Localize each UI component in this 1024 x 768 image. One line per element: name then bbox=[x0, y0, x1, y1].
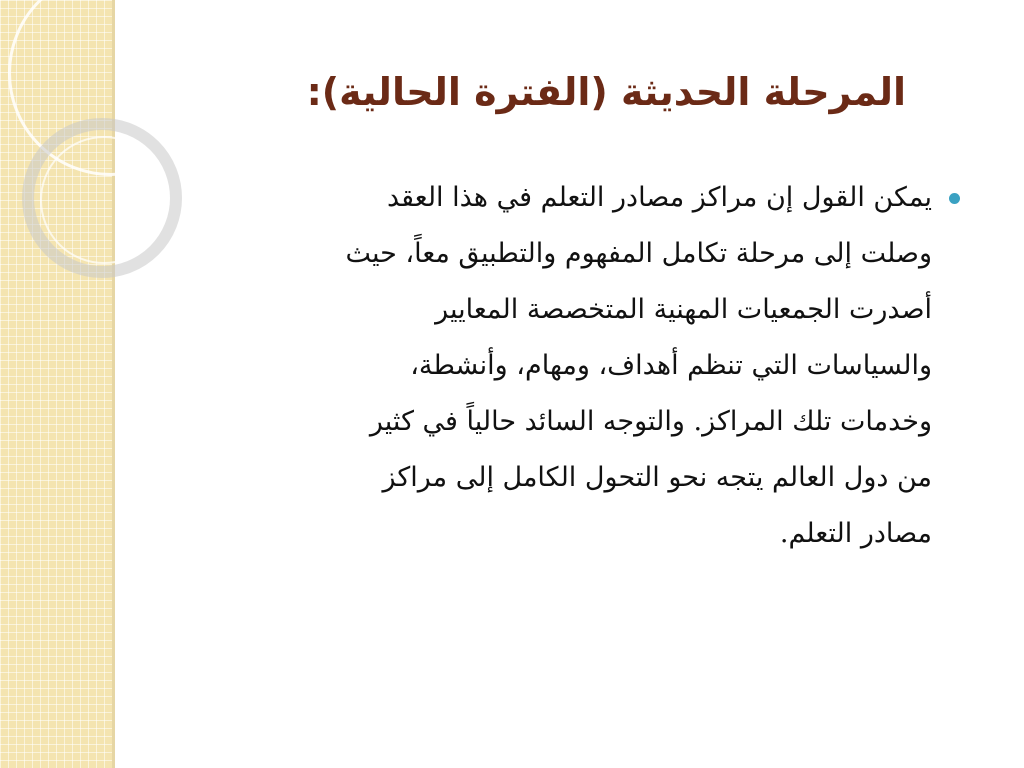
bullet-dot-icon bbox=[949, 193, 960, 204]
body-line-2: وصلت إلى مرحلة تكامل المفهوم والتطبيق معاً، حيث bbox=[345, 238, 932, 269]
bullet-item bbox=[180, 170, 962, 562]
decorative-ring-inner bbox=[40, 136, 168, 264]
body-line-7: مصادر التعلم. bbox=[779, 518, 932, 549]
slide-title: المرحلة الحديثة (الفترة الحالية): bbox=[306, 70, 906, 114]
body-line-3: أصدرت الجمعيات المهنية المتخصصة المعايير bbox=[435, 294, 932, 325]
slide-body bbox=[180, 170, 962, 562]
body-line-4: والسياسات التي تنظم أهداف، ومهام، وأنشطة، bbox=[410, 350, 932, 381]
body-line-5: وخدمات تلك المراكز. والتوجه السائد حالياً في كثير bbox=[369, 406, 932, 437]
body-line-1: يمكن القول إن مراكز مصادر التعلم في هذا العقد bbox=[386, 182, 932, 213]
body-line-6: من دول العالم يتجه نحو التحول الكامل إلى مراكز bbox=[382, 462, 932, 493]
